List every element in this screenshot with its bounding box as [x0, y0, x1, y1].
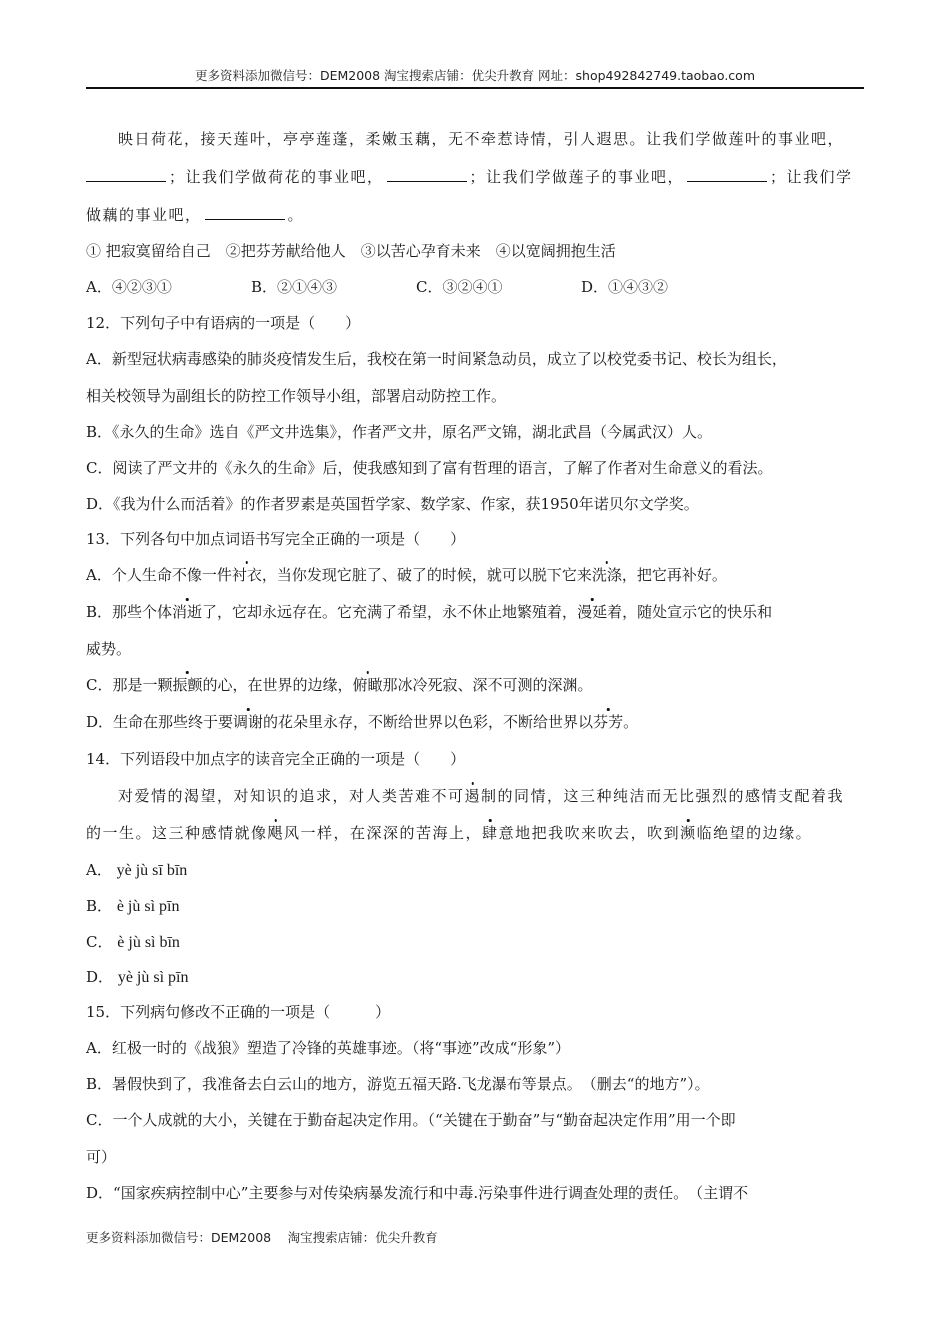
- q11-options: [86, 277, 668, 297]
- passage-line-2: ；让我们学做荷花的事业吧， ；让我们学做莲子的事业吧， ；让我们学: [86, 167, 853, 187]
- q12-option-c: C．阅读了严文井的《永久的生命》后，使我感知到了富有哲理的语言，了解了作者对生命意义的看法。: [86, 459, 773, 477]
- q14-passage-line1: 对爱情的渴望，对知识的追求，对人类苦难不可遏制的同情，这三种纯洁而无比强烈的感情支配着我: [118, 787, 845, 805]
- q14-option-a[interactable]: A． yè jù sī bīn: [86, 861, 188, 879]
- q12-option-b: B．《永久的生命》选自《严文井选集》，作者严文井，原名严文锦，湖北武昌（今属武汉）人。: [86, 423, 713, 441]
- q14-option-d[interactable]: D． yè jù sì pīn: [86, 968, 189, 986]
- emphasis-dot-char: 遏: [464, 787, 482, 805]
- fill-blank-4[interactable]: [205, 205, 285, 220]
- emphasis-dot-char: 濒: [680, 824, 697, 842]
- q13-stem: 13．下列各句中加点词语书写完全正确的一项是（ ）: [86, 530, 466, 548]
- q15-option-b: B．暑假快到了，我准备去白云山的地方，游览五福天路.飞龙瀑布等景点。 （删去“的地方”）。: [86, 1075, 710, 1093]
- q13-option-c: C．那是一颗振颤的心，在世界的边缘，俯瞰那冰冷死寂、深不可测的深渊。: [86, 676, 593, 694]
- emphasis-dot-char: 飓: [267, 824, 285, 842]
- q14-passage-line2: 的一生。这三种感情就像飓风一样，在深深的苦海上，肆意地把我吹来吹去，吹到濒临绝望的边缘。: [86, 824, 813, 842]
- emphasis-dot-word: 洗涤: [591, 566, 622, 584]
- q12-option-a-line2: 相关校领导为副组长的防控工作领导小组，部署启动防控工作。: [86, 387, 507, 405]
- q13-option-b-line1: B．那些个体消逝了，它却永远存在。它充满了希望，永不休止地繁殖着，漫延着，随处宣示它的快乐和: [86, 603, 773, 621]
- q12-stem: 12．下列句子中有语病的一项是（ ）: [86, 314, 361, 332]
- emphasis-dot-char: 肆: [482, 824, 499, 842]
- q14-stem: 14．下列语段中加点字的读音完全正确的一项是（ ）: [86, 750, 466, 768]
- q13-option-a: A．个人生命不像一件衬衣，当你发现它脏了、破了的时候，就可以脱下它来洗涤，把它再补好。: [86, 566, 727, 584]
- option-b[interactable]: B．②①④③: [251, 278, 338, 296]
- q12-option-d: D．《我为什么而活着》的作者罗素是英国哲学家、数学家、作家，获1950年诺贝尔文学奖。: [86, 495, 699, 513]
- q15-option-c-line2: 可）: [86, 1148, 117, 1166]
- q15-stem: 15．下列病句修改不正确的一项是（ ）: [86, 1003, 391, 1021]
- page-footer: 更多资料添加微信号：DEM2008 淘宝搜索店铺：优尖升教育: [86, 1230, 438, 1245]
- option-d[interactable]: D．①④③②: [581, 278, 669, 296]
- fill-blank-2[interactable]: [387, 167, 467, 182]
- q12-option-a-line1: A．新型冠状病毒感染的肺炎疫情发生后，我校在第一时间紧急动员，成立了以校党委书记、校长为组长，: [86, 350, 787, 368]
- fill-blank-3[interactable]: [687, 167, 767, 182]
- emphasis-dot-word: 振颤: [172, 676, 203, 694]
- passage-line-3: 做藕的事业吧， 。: [86, 206, 305, 224]
- emphasis-dot-word: 俯瞰: [352, 676, 383, 694]
- header-divider: [86, 87, 864, 89]
- q14-option-b[interactable]: B． è jù sì pīn: [86, 897, 180, 915]
- option-c[interactable]: C．③②④①: [416, 278, 503, 296]
- option-a[interactable]: A．④②③①: [86, 278, 172, 296]
- emphasis-dot-word: 消逝: [172, 603, 203, 621]
- q15-option-d: D．“国家疾病控制中心”主要参与对传染病暴发流行和中毒.污染事件进行调查处理的责任。 （主谓不: [86, 1184, 749, 1202]
- fill-blank-1[interactable]: [86, 167, 166, 182]
- emphasis-dot-word: 芬芳: [593, 713, 624, 731]
- emphasis-dot-word: 衬衣: [231, 566, 262, 584]
- q15-option-c-line1: C．一个人成就的大小，关键在于勤奋起决定作用。（“关键在于勤奋”与“勤奋起决定作用”用一个即: [86, 1111, 736, 1129]
- q14-option-c[interactable]: C． è jù sì bīn: [86, 933, 180, 951]
- passage-line-1: 映日荷花，接天莲叶，亭亭莲蓬，柔嫩玉藕，无不牵惹诗情，引人遐思。让我们学做莲叶的事业吧，: [118, 130, 845, 148]
- page-header: 更多资料添加微信号：DEM2008 淘宝搜索店铺：优尖升教育 网址：shop492842749.taobao.com: [194, 68, 756, 83]
- emphasis-dot-word: 漫延: [577, 603, 608, 621]
- emphasis-dot-word: 调谢: [233, 713, 264, 731]
- q15-option-a: A．红极一时的《战狼》塑造了冷锋的英雄事迹。（将“事迹”改成“形象”）: [86, 1039, 571, 1057]
- q13-option-d: D．生命在那些终于要调谢的花朵里永存，不断给世界以色彩，不断给世界以芬芳。: [86, 713, 639, 731]
- q11-choices: ① 把寂寞留给自己 ②把芬芳献给他人 ③以苦心孕育未来 ④以宽阔拥抱生活: [86, 242, 616, 260]
- q13-option-b-line2: 威势。: [86, 640, 132, 658]
